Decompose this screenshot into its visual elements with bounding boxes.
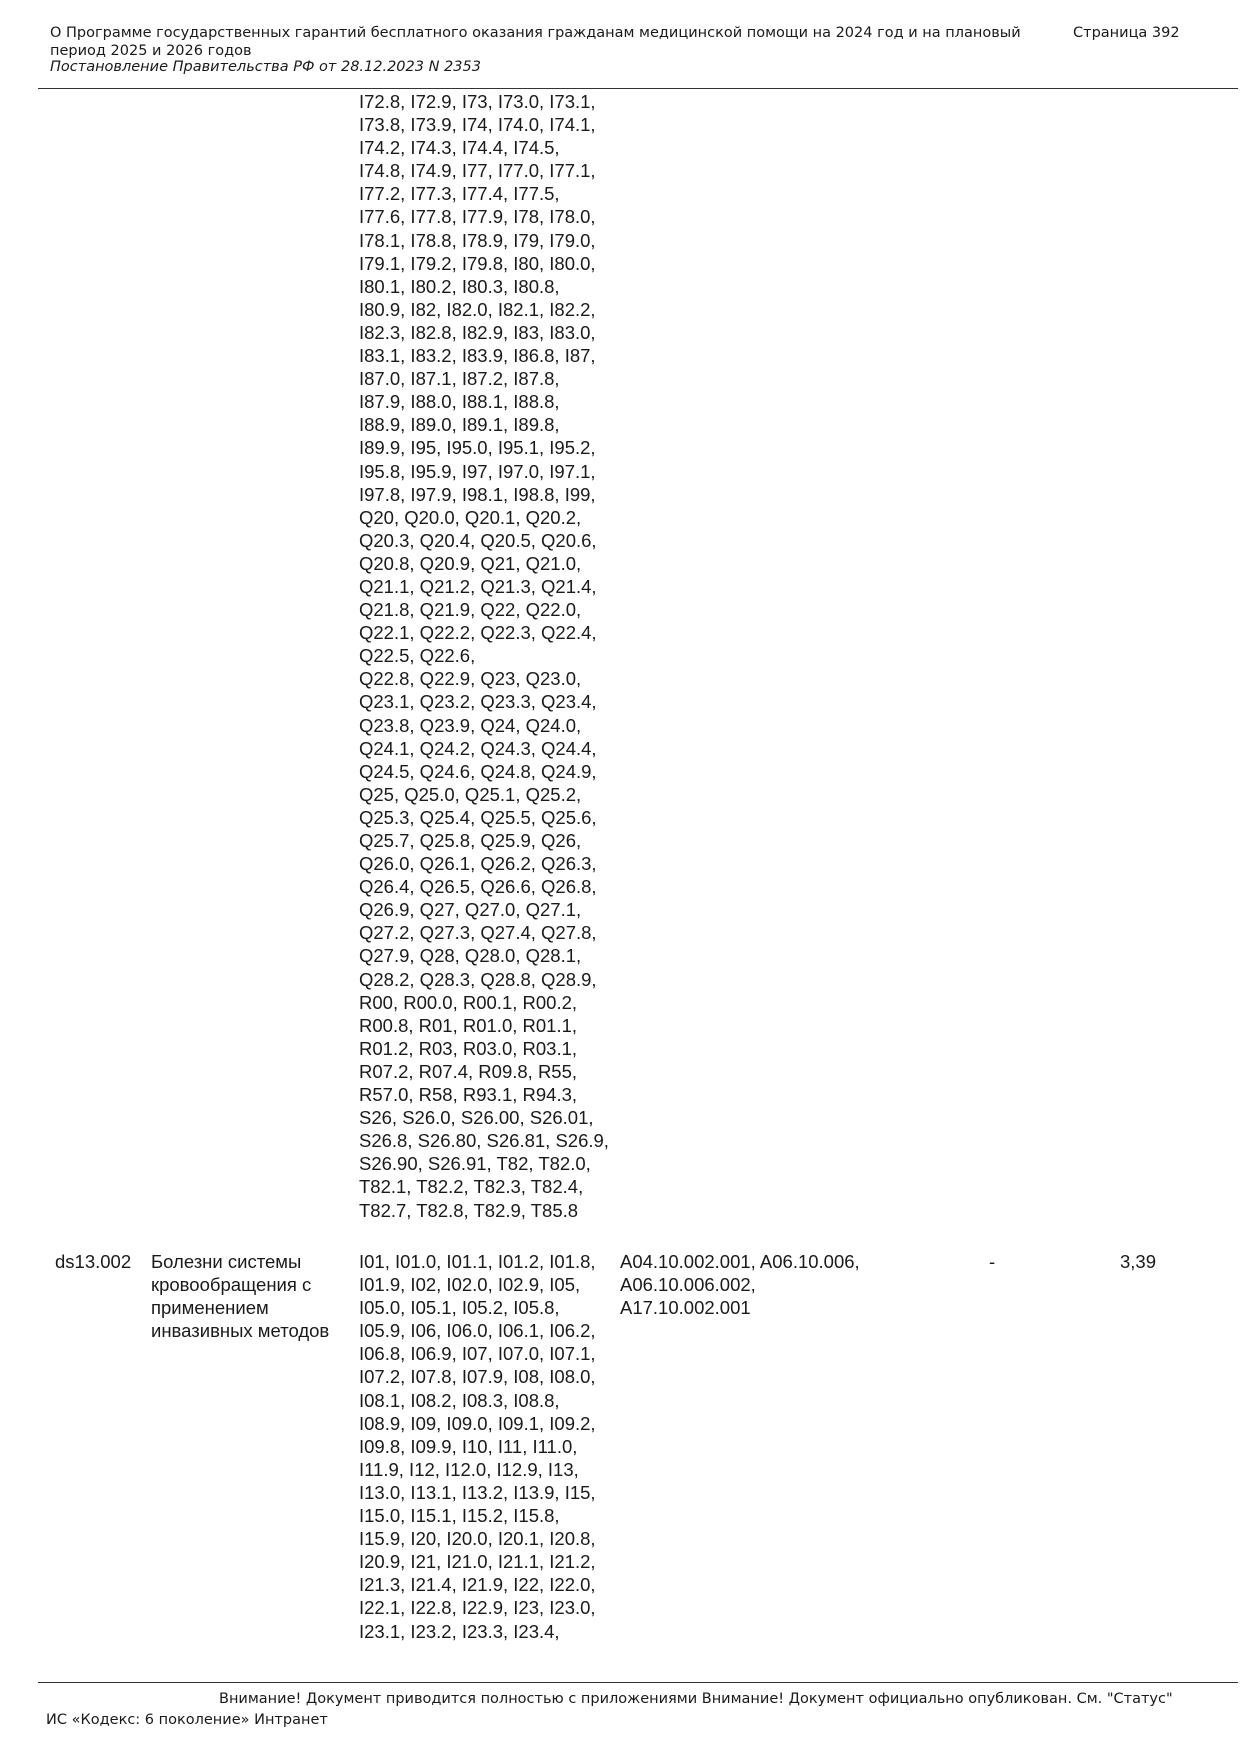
decree-reference: Постановление Правительства РФ от 28.12.2023 N 2353 xyxy=(50,59,481,75)
icd-code-line: I08.9, I09, I09.0, I09.1, I09.2, xyxy=(359,1412,596,1434)
icd-code-line: Q27.9, Q28, Q28.0, Q28.1, xyxy=(359,945,582,967)
icd-code-line: I20.9, I21, I21.0, I21.1, I21.2, xyxy=(359,1551,596,1573)
service-code-line: A06.10.006.002, xyxy=(620,1274,756,1296)
icd-code-line: S26, S26.0, S26.00, S26.01, xyxy=(359,1107,594,1129)
icd-code-line: Q23.1, Q23.2, Q23.3, Q23.4, xyxy=(359,691,597,713)
service-code-line: A04.10.002.001, A06.10.006, xyxy=(620,1251,860,1272)
footer-divider xyxy=(38,1682,1238,1683)
icd-code-line: I05.0, I05.1, I05.2, I05.8, xyxy=(359,1297,560,1319)
icd-code-line: I15.0, I15.1, I15.2, I15.8, xyxy=(359,1505,560,1527)
icd-code-line: I79.1, I79.2, I79.8, I80, I80.0, xyxy=(359,252,596,274)
icd-code-line: Q25.3, Q25.4, Q25.5, Q25.6, xyxy=(359,806,597,828)
row-code: ds13.002 xyxy=(55,1251,132,1272)
icd-code-line: I08.1, I08.2, I08.3, I08.8, xyxy=(359,1389,560,1411)
icd-code-line: I83.1, I83.2, I83.9, I86.8, I87, xyxy=(359,345,596,367)
disease-name-line: применением xyxy=(151,1297,269,1319)
icd-code-line: R01.2, R03, R03.0, R03.1, xyxy=(359,1037,578,1059)
icd-code-line: Q24.5, Q24.6, Q24.8, Q24.9, xyxy=(359,760,597,782)
icd-code-line: I80.1, I80.2, I80.3, I80.8, xyxy=(359,275,560,297)
icd-code-line: Q26.9, Q27, Q27.0, Q27.1, xyxy=(359,899,582,921)
row-additional-criteria: - xyxy=(989,1251,996,1272)
icd-code-line: Q26.4, Q26.5, Q26.6, Q26.8, xyxy=(359,876,597,898)
icd-code-line: Q20, Q20.0, Q20.1, Q20.2, xyxy=(359,506,582,528)
icd-code-line: Q21.1, Q21.2, Q21.3, Q21.4, xyxy=(359,575,597,597)
service-code-line: A17.10.002.001 xyxy=(620,1297,751,1319)
icd-code-line: I13.0, I13.1, I13.2, I13.9, I15, xyxy=(359,1481,596,1503)
continuation-icd-codes xyxy=(359,90,609,1222)
icd-code-line: I95.8, I95.9, I97, I97.0, I97.1, xyxy=(359,460,596,482)
icd-code-line: I80.9, I82, I82.0, I82.1, I82.2, xyxy=(359,298,596,320)
disease-name-line: кровообращения с xyxy=(151,1274,312,1296)
icd-code-line: Q22.8, Q22.9, Q23, Q23.0, xyxy=(359,668,582,690)
icd-code-line: S26.8, S26.80, S26.81, S26.9, xyxy=(359,1130,609,1152)
footer-notice: Внимание! Документ приводится полностью с приложениями Внимание! Документ официально опубликован. См. "Статус" xyxy=(219,1691,1173,1707)
icd-code-line: Q23.8, Q23.9, Q24, Q24.0, xyxy=(359,714,582,736)
row-coefficient: 3,39 xyxy=(1120,1251,1157,1272)
icd-code-line: Q27.2, Q27.3, Q27.4, Q27.8, xyxy=(359,922,597,944)
icd-code-line: Q28.2, Q28.3, Q28.8, Q28.9, xyxy=(359,968,597,990)
icd-code-line: I97.8, I97.9, I98.1, I98.8, I99, xyxy=(359,483,596,505)
icd-code-line: I09.8, I09.9, I10, I11, I11.0, xyxy=(359,1435,578,1457)
icd-code-line: R57.0, R58, R93.1, R94.3, xyxy=(359,1084,578,1106)
icd-code-line: I21.3, I21.4, I21.9, I22, I22.0, xyxy=(359,1574,596,1596)
icd-code-line: I22.1, I22.8, I22.9, I23, I23.0, xyxy=(359,1597,596,1619)
icd-code-line: Q22.1, Q22.2, Q22.3, Q22.4, xyxy=(359,622,597,644)
icd-code-line: I77.2, I77.3, I77.4, I77.5, xyxy=(359,183,560,205)
document-title: О Программе государственных гарантий бесплатного оказания гражданам медицинской помощи на 2024 год и на плановый период 2025 и 2026 годов xyxy=(50,25,1021,59)
icd-code-line: R00.8, R01, R01.0, R01.1, xyxy=(359,1014,578,1036)
row-service-codes xyxy=(620,1250,860,1319)
icd-code-line: T82.7, T82.8, T82.9, T85.8 xyxy=(359,1199,579,1221)
icd-code-line: I89.9, I95, I95.0, I95.1, I95.2, xyxy=(359,437,596,459)
row-disease-name xyxy=(151,1250,329,1342)
icd-code-line: I06.8, I06.9, I07, I07.0, I07.1, xyxy=(359,1343,596,1365)
icd-code-line: S26.90, S26.91, T82, T82.0, xyxy=(359,1153,591,1175)
icd-code-line: I15.9, I20, I20.0, I20.1, I20.8, xyxy=(359,1528,596,1550)
icd-code-line: Q26.0, Q26.1, Q26.2, Q26.3, xyxy=(359,853,597,875)
icd-code-line: T82.1, T82.2, T82.3, T82.4, xyxy=(359,1176,584,1198)
icd-code-line: I74.8, I74.9, I77, I77.0, I77.1, xyxy=(359,160,596,182)
icd-code-line: R07.2, R07.4, R09.8, R55, xyxy=(359,1060,578,1082)
icd-code-line: Q25, Q25.0, Q25.1, Q25.2, xyxy=(359,783,582,805)
icd-code-line: I88.9, I89.0, I89.1, I89.8, xyxy=(359,414,560,436)
icd-code-line: I23.1, I23.2, I23.3, I23.4, xyxy=(359,1620,560,1642)
icd-code-line: I01.9, I02, I02.0, I02.9, I05, xyxy=(359,1274,581,1296)
icd-code-line: I05.9, I06, I06.0, I06.1, I06.2, xyxy=(359,1320,596,1342)
icd-code-line: I01, I01.0, I01.1, I01.2, I01.8, xyxy=(359,1251,596,1272)
footer-system-name: ИС «Кодекс: 6 поколение» Интранет xyxy=(46,1712,328,1728)
icd-code-line: I82.3, I82.8, I82.9, I83, I83.0, xyxy=(359,321,596,343)
header-divider xyxy=(38,88,1238,89)
icd-code-line: I87.0, I87.1, I87.2, I87.8, xyxy=(359,368,560,390)
disease-name-line: инвазивных методов xyxy=(151,1320,330,1342)
icd-code-line: Q25.7, Q25.8, Q25.9, Q26, xyxy=(359,830,582,851)
row-icd-codes xyxy=(359,1250,596,1643)
icd-code-line: I74.2, I74.3, I74.4, I74.5, xyxy=(359,137,560,159)
icd-code-line: Q20.8, Q20.9, Q21, Q21.0, xyxy=(359,552,582,574)
icd-code-line: I87.9, I88.0, I88.1, I88.8, xyxy=(359,391,560,413)
disease-name-line: Болезни системы xyxy=(151,1251,302,1272)
icd-code-line: R00, R00.0, R00.1, R00.2, xyxy=(359,991,578,1013)
icd-code-line: Q21.8, Q21.9, Q22, Q22.0, xyxy=(359,599,582,621)
icd-code-line: I73.8, I73.9, I74, I74.0, I74.1, xyxy=(359,114,596,136)
icd-code-line: I11.9, I12, I12.0, I12.9, I13, xyxy=(359,1458,579,1480)
icd-code-line: I77.6, I77.8, I77.9, I78, I78.0, xyxy=(359,206,596,228)
icd-code-line: Q24.1, Q24.2, Q24.3, Q24.4, xyxy=(359,737,597,759)
icd-code-line: I78.1, I78.8, I78.9, I79, I79.0, xyxy=(359,229,596,251)
icd-code-line: Q20.3, Q20.4, Q20.5, Q20.6, xyxy=(359,529,597,551)
icd-code-line: I72.8, I72.9, I73, I73.0, I73.1, xyxy=(359,91,596,112)
icd-code-line: Q22.5, Q22.6, xyxy=(359,645,476,667)
page-number: Страница 392 xyxy=(1073,25,1180,41)
icd-code-line: I07.2, I07.8, I07.9, I08, I08.0, xyxy=(359,1366,596,1388)
